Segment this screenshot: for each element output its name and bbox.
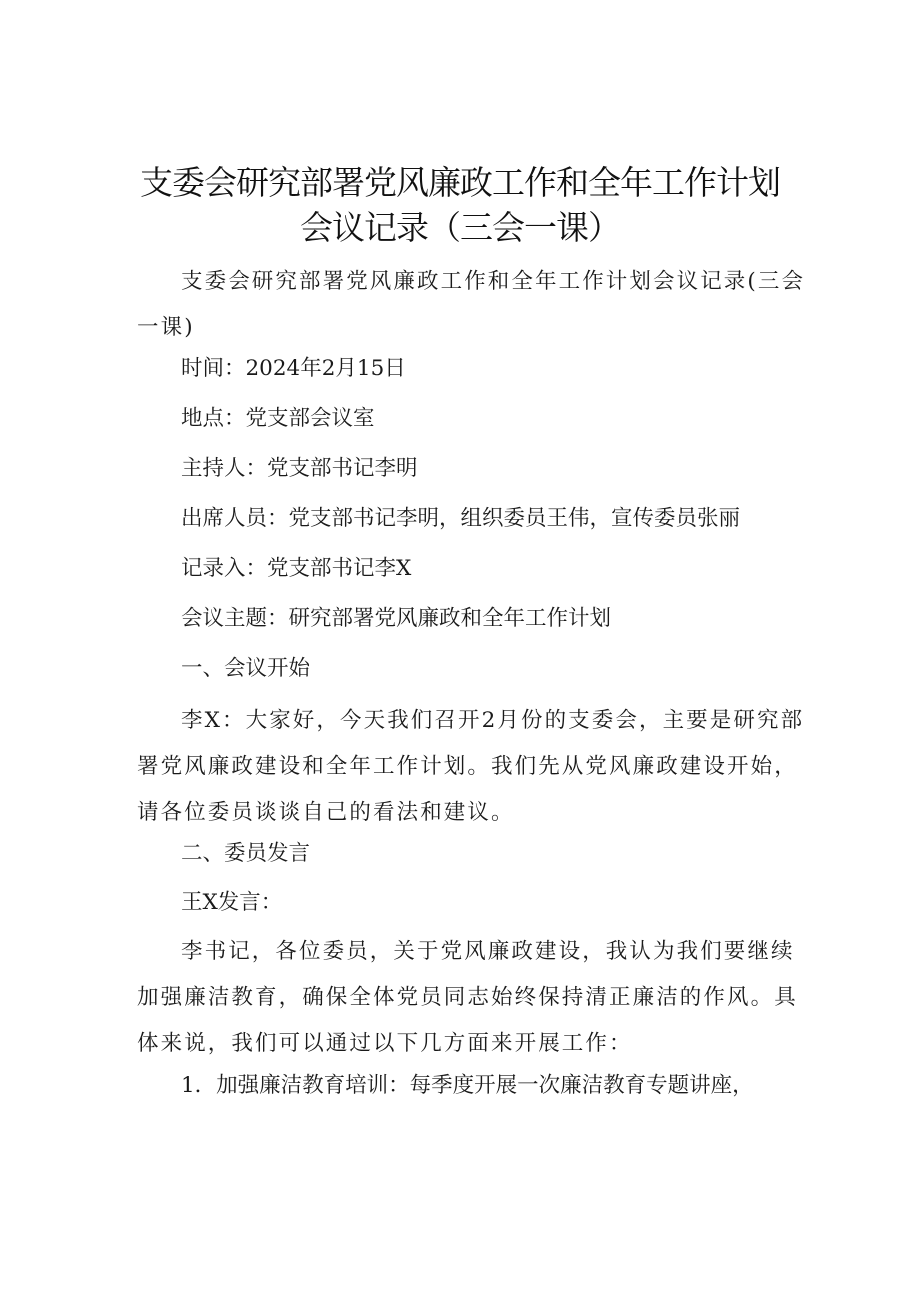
meeting-attendees: 出席人员：党支部书记李明，组织委员王伟，宣传委员张丽 bbox=[181, 506, 741, 531]
section-heading-2: 二、委员发言 bbox=[181, 841, 311, 866]
meeting-place: 地点：党支部会议室 bbox=[181, 406, 375, 431]
intro-paragraph: 支委会研究部署党风廉政工作和全年工作计划会议记录(三会一课) bbox=[137, 269, 806, 340]
section-heading-1: 一、会议开始 bbox=[181, 656, 311, 681]
wang-speech-label: 王X发言： bbox=[181, 890, 283, 915]
meeting-recorder: 记录入：党支部书记李X bbox=[181, 556, 412, 581]
meeting-topic: 会议主题：研究部署党风廉政和全年工作计划 bbox=[181, 606, 612, 631]
document-title-line-1: 支委会研究部署党风廉政工作和全年工作计划 bbox=[140, 163, 780, 202]
list-item-1: 1．加强廉洁教育培训：每季度开展一次廉洁教育专题讲座， bbox=[181, 1073, 754, 1098]
document-title-line-2: 会议记录（三会一课） bbox=[300, 208, 620, 247]
meeting-time: 时间：2024年2月15日 bbox=[181, 356, 406, 381]
wang-speech-paragraph: 李书记，各位委员，关于党风廉政建设，我认为我们要继续加强廉洁教育，确保全体党员同志始终保持清正廉洁的作风。具体来说，我们可以通过以下几方面来开展工作： bbox=[137, 939, 798, 1056]
li-speech-paragraph: 李X：大家好，今天我们召开2月份的支委会，主要是研究部署党风廉政建设和全年工作计划。我们先从党风廉政建设开始，请各位委员谈谈自己的看法和建议。 bbox=[137, 708, 805, 825]
meeting-host: 主持人：党支部书记李明 bbox=[181, 456, 418, 481]
